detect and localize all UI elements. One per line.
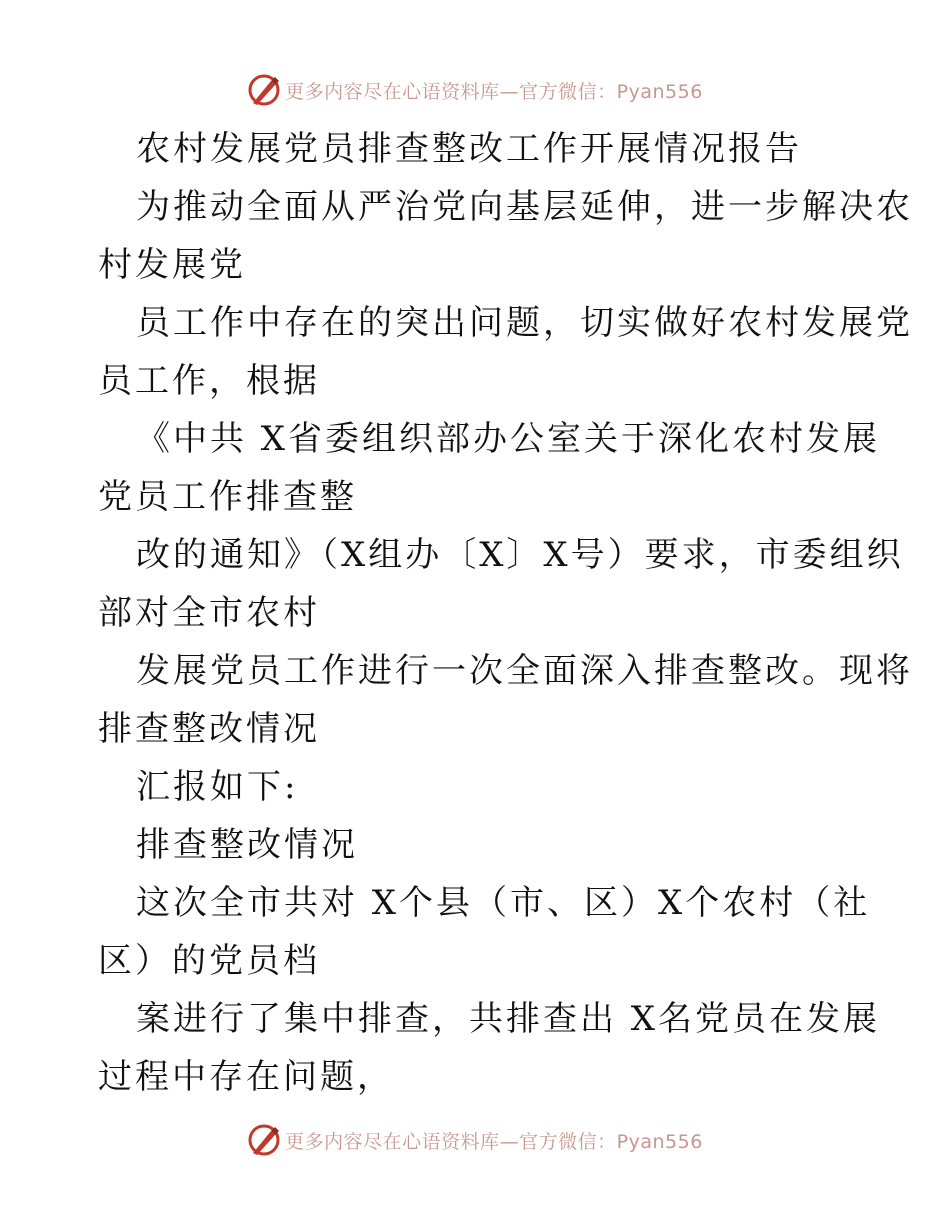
paragraph-line: 发展党员工作进行一次全面深入排查整改。现将	[136, 651, 913, 691]
pen-logo-icon	[247, 1123, 281, 1157]
document-body	[98, 120, 913, 1106]
paragraph-line: 员工作，根据	[98, 361, 320, 401]
paragraph-line: 汇报如下:	[136, 767, 299, 807]
document-title: 农村发展党员排查整改工作开展情况报告	[136, 129, 802, 169]
paragraph-line: 党员工作排查整	[98, 477, 357, 517]
pen-logo-icon	[247, 73, 281, 107]
paragraph-line: 村发展党	[98, 245, 246, 285]
watermark-text: 更多内容尽在心语资料库—官方微信：Pyan556	[285, 80, 703, 103]
section-heading: 排查整改情况	[136, 825, 358, 865]
footer-watermark	[0, 1120, 950, 1160]
paragraph-line: 这次全市共对 X个县（市、区）X个农村（社	[136, 883, 871, 923]
paragraph-line: 为推动全面从严治党向基层延伸，进一步解决农	[136, 187, 913, 227]
paragraph-line: 排查整改情况	[98, 709, 320, 749]
header-watermark	[0, 70, 950, 110]
paragraph-line: 员工作中存在的突出问题，切实做好农村发展党	[136, 303, 913, 343]
paragraph-line: 过程中存在问题，	[98, 1057, 394, 1097]
paragraph-line: 《中共 X省委组织部办公室关于深化农村发展	[136, 419, 881, 459]
paragraph-line: 改的通知》（X组办〔X〕X号）要求，市委组织	[136, 535, 904, 575]
paragraph-line: 区）的党员档	[98, 941, 320, 981]
paragraph-line: 案进行了集中排查，共排查出 X名党员在发展	[136, 999, 881, 1039]
paragraph-line: 部对全市农村	[98, 593, 320, 633]
watermark-text: 更多内容尽在心语资料库—官方微信：Pyan556	[285, 1130, 703, 1153]
